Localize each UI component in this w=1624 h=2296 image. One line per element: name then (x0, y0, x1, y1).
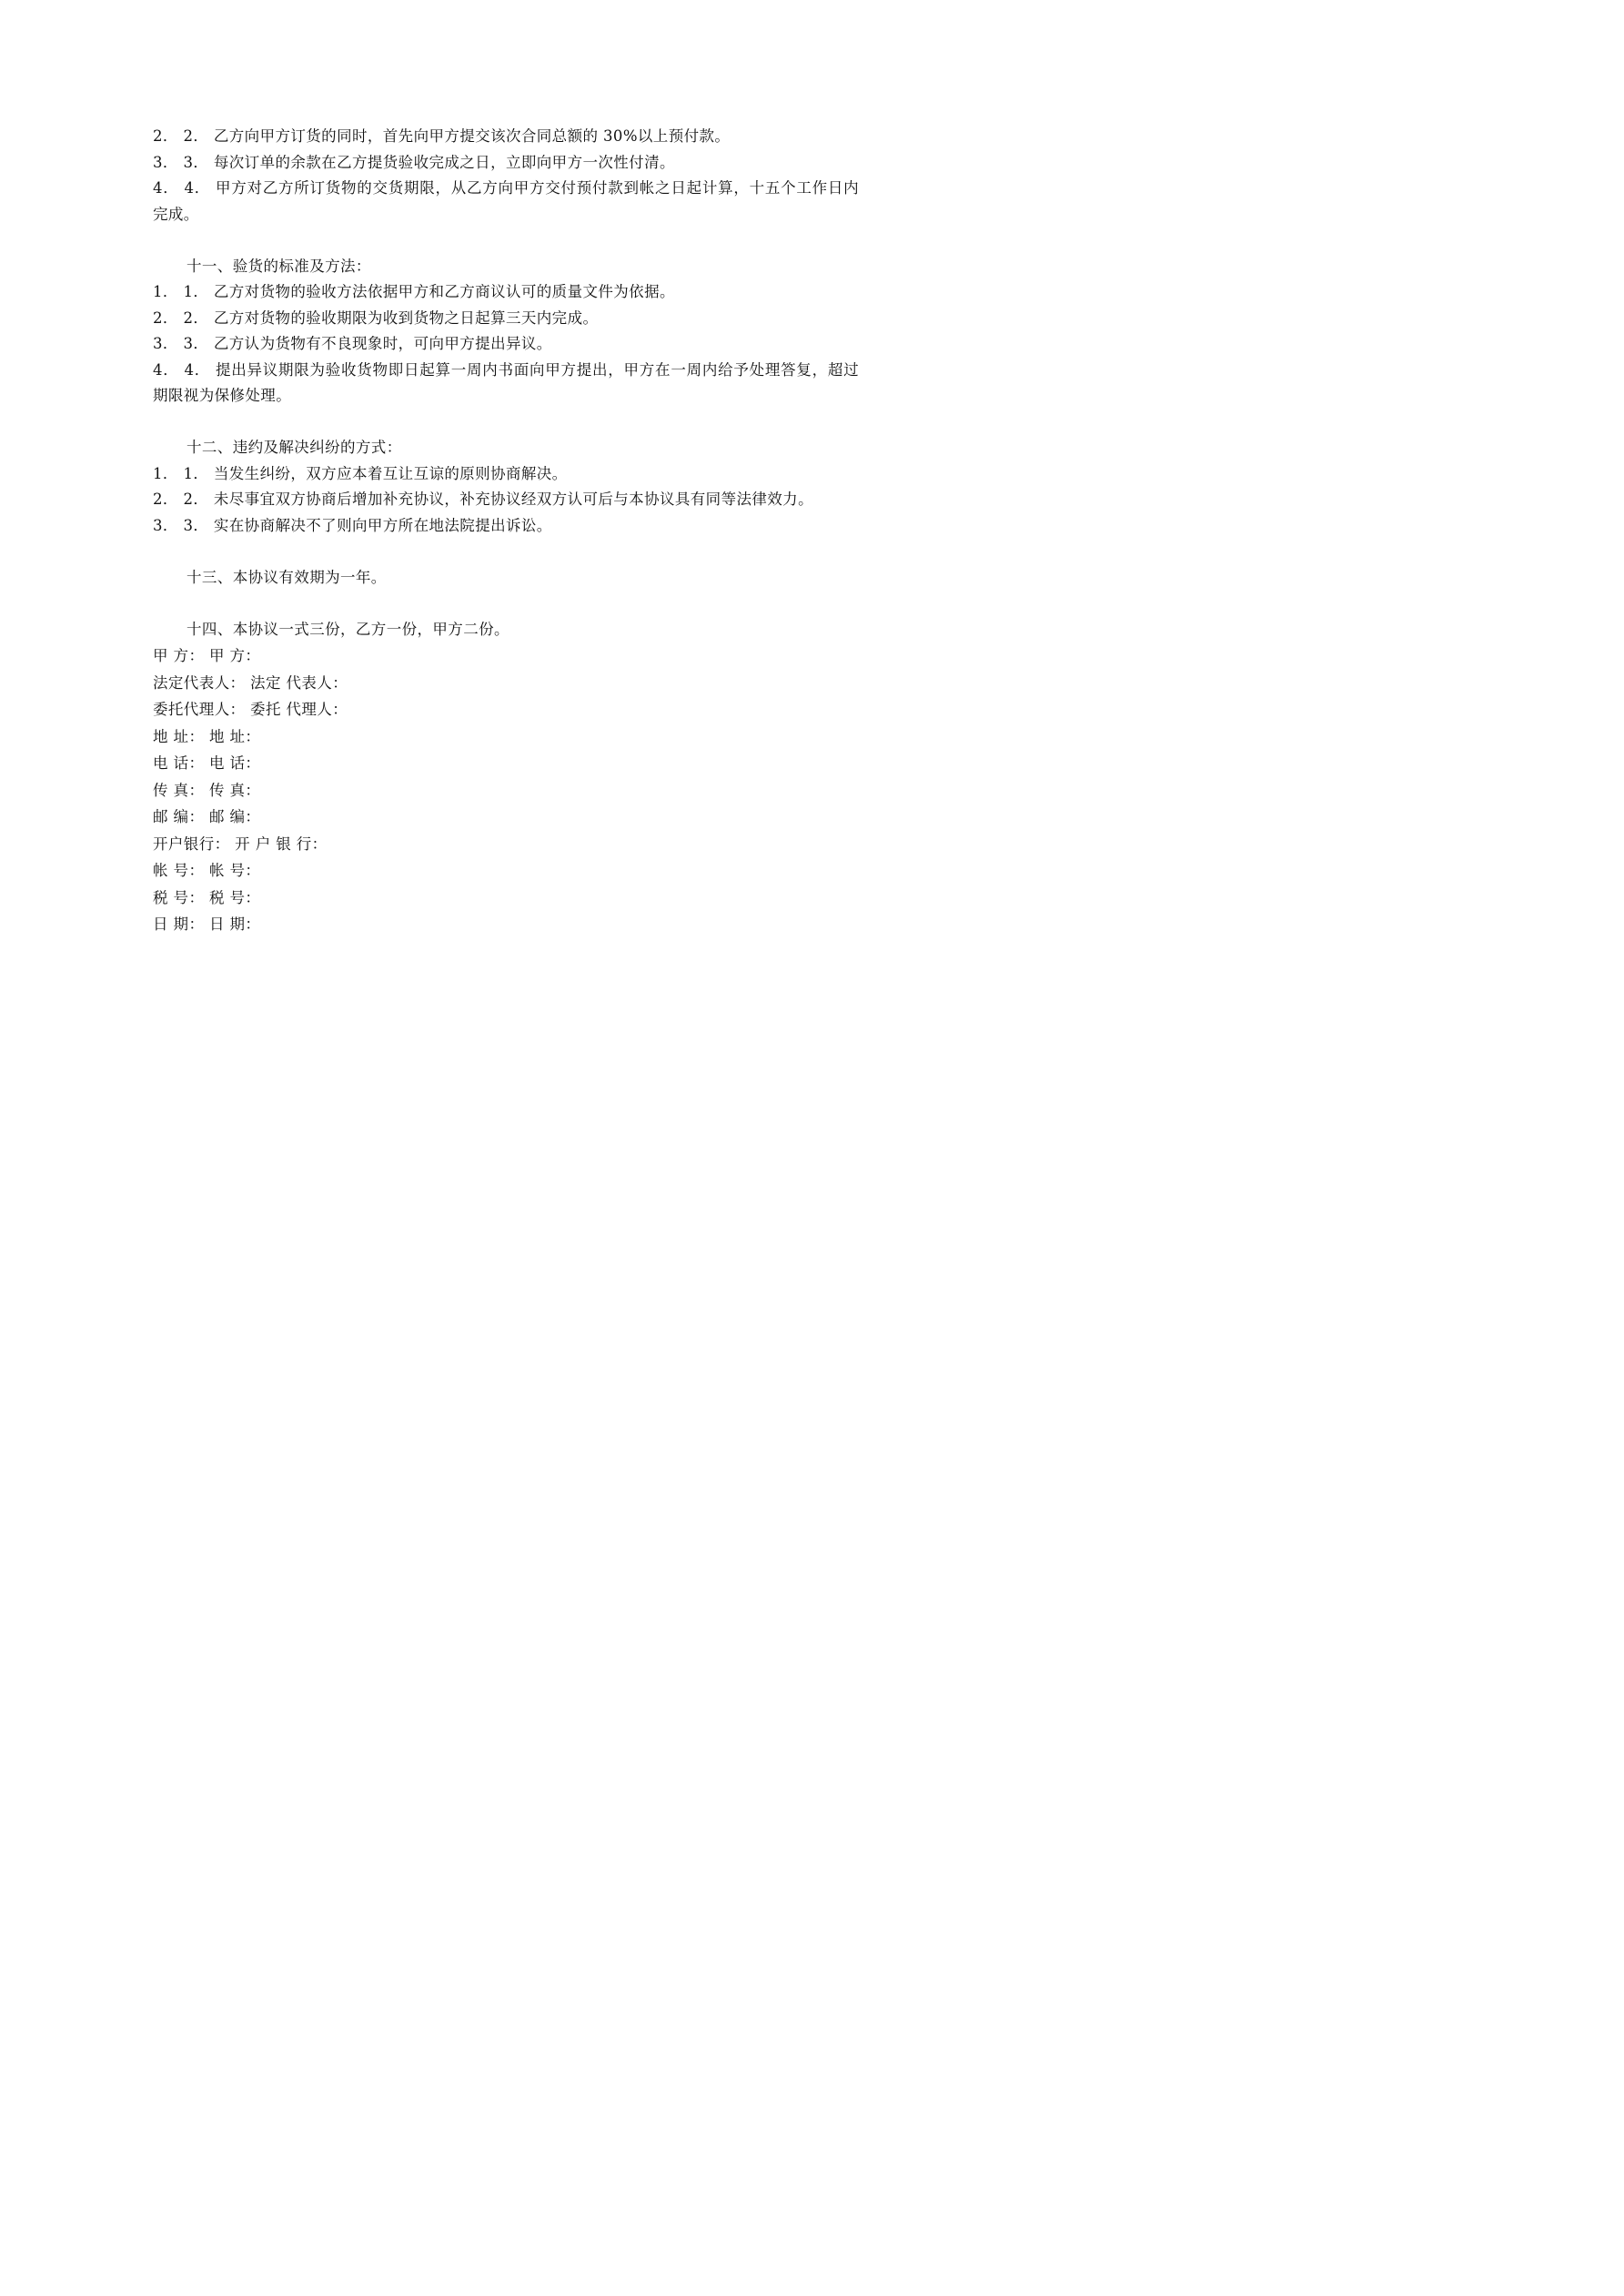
section-10-item-3: 3． 3． 每次订单的余款在乙方提货验收完成之日，立即向甲方一次性付清。 (153, 153, 675, 171)
section-10-item-4: 4． 4． 甲方对乙方所订货物的交货期限，从乙方向甲方交付预付款到帐之日起计算，十五个工作日内完成。 (153, 179, 859, 223)
signature-phone: 电 话： 电 话： (153, 754, 261, 772)
section-11-item-2: 2． 2． 乙方对货物的验收期限为收到货物之日起算三天内完成。 (153, 308, 599, 327)
signature-postcode: 邮 编： 邮 编： (153, 808, 261, 825)
signature-address: 地 址： 地 址： (153, 727, 261, 745)
section-11-heading: 十一、验货的标准及方法： (187, 257, 371, 275)
section-11-item-1: 1． 1． 乙方对货物的验收方法依据甲方和乙方商议认可的质量文件为依据。 (153, 283, 675, 300)
document-page (0, 0, 1001, 1415)
section-12-item-2: 2． 2． 未尽事宜双方协商后增加补充协议，补充协议经双方认可后与本协议具有同等法律效力。 (153, 491, 813, 508)
signature-authorized-agent: 委托代理人： 委托 代理人： (153, 701, 348, 718)
paragraph-gap (153, 591, 859, 617)
section-12-item-3: 3． 3． 实在协商解决不了则向甲方所在地法院提出诉讼。 (153, 516, 552, 534)
document-body (153, 124, 859, 938)
signature-bank: 开户银行： 开 户 银 行： (153, 834, 328, 853)
section-12-heading: 十二、违约及解决纠纷的方式： (187, 439, 402, 456)
paragraph-gap (153, 228, 859, 254)
section-11-item-4: 4． 4． 提出异议期限为验收货物即日起算一周内书面向甲方提出，甲方在一周内给予处理答复，超过期限视为保修处理。 (153, 360, 859, 404)
signature-legal-representative: 法定代表人： 法定 代表人： (153, 673, 348, 692)
section-11-item-3: 3． 3． 乙方认为货物有不良现象时，可向甲方提出异议。 (153, 335, 552, 352)
signature-account-number: 帐 号： 帐 号： (153, 862, 261, 879)
signature-fax: 传 真： 传 真： (153, 781, 261, 799)
signature-tax-number: 税 号： 税 号： (153, 888, 261, 906)
signature-party: 甲 方： 甲 方： (153, 647, 261, 664)
paragraph-gap (153, 410, 859, 436)
paragraph-gap (153, 539, 859, 565)
section-13-heading: 十三、本协议有效期为一年。 (187, 568, 387, 586)
signature-date: 日 期： 日 期： (153, 915, 261, 933)
section-14-heading: 十四、本协议一式三份，乙方一份，甲方二份。 (187, 620, 509, 638)
section-12-item-1: 1． 1． 当发生纠纷，双方应本着互让互谅的原则协商解决。 (153, 464, 568, 482)
section-10-item-2: 2． 2． 乙方向甲方订货的同时，首先向甲方提交该次合同总额的 30%以上预付款。 (153, 127, 731, 145)
